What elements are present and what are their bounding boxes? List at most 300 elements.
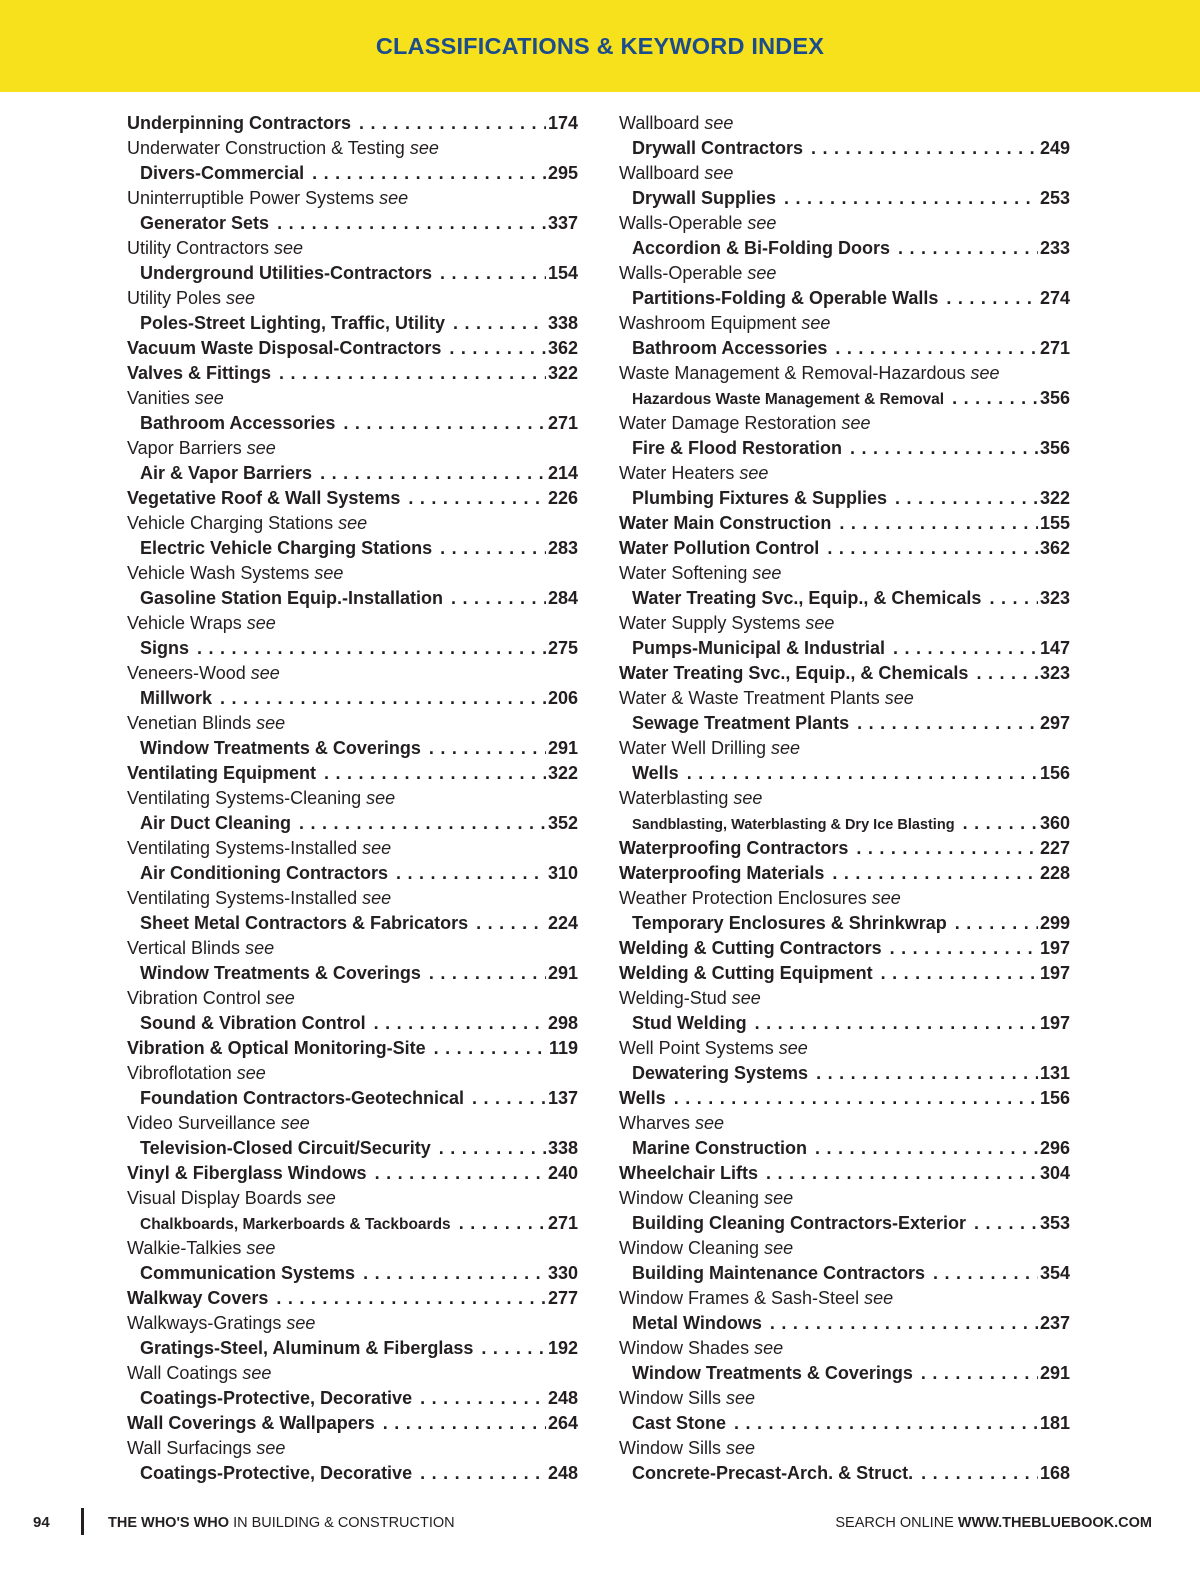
classification-entry-indented <box>619 1136 1070 1161</box>
reference-term: Vehicle Wash Systems <box>127 563 310 583</box>
classification-name[interactable]: Underpinning Contractors <box>127 113 351 133</box>
dot-leader <box>848 836 1038 861</box>
see-keyword: see <box>704 163 734 183</box>
classification-name[interactable]: Air Conditioning Contractors <box>140 863 388 883</box>
classification-entry-indented <box>619 436 1070 461</box>
see-keyword: see <box>256 713 286 733</box>
dot-leader <box>304 161 546 186</box>
see-keyword: see <box>726 1388 756 1408</box>
classification-name[interactable]: Communication Systems <box>140 1263 356 1283</box>
see-keyword: see <box>379 188 409 208</box>
dot-leader <box>938 286 1038 311</box>
page-reference: 323 <box>1039 588 1070 608</box>
classification-name[interactable]: Window Treatments & Coverings <box>140 963 421 983</box>
see-keyword: see <box>194 388 224 408</box>
dot-leader <box>827 336 1038 361</box>
classification-entry-indented <box>127 1336 578 1361</box>
classification-name[interactable]: Stud Welding <box>632 1013 747 1033</box>
page-reference: 338 <box>547 1138 578 1158</box>
see-reference-row <box>127 136 578 161</box>
see-keyword: see <box>226 288 256 308</box>
page-reference: 253 <box>1039 188 1070 208</box>
classification-entry-indented <box>127 686 578 711</box>
classification-name[interactable]: Partitions-Folding & Operable Walls <box>632 288 939 308</box>
page-reference: 271 <box>1039 338 1070 358</box>
see-keyword: see <box>771 738 801 758</box>
dot-leader <box>873 961 1038 986</box>
classification-entry-indented <box>127 736 578 761</box>
dot-leader <box>351 111 546 136</box>
classification-name[interactable]: Valves & Fittings <box>127 363 272 383</box>
classification-name[interactable]: Millwork <box>140 688 213 708</box>
reference-term: Vibroflotation <box>127 1063 232 1083</box>
dot-leader <box>421 961 546 986</box>
dot-leader <box>400 486 546 511</box>
dot-leader <box>944 386 1038 411</box>
page-reference: 240 <box>547 1163 578 1183</box>
classification-name[interactable]: Wall Coverings & Wallpapers <box>127 1413 375 1433</box>
classification-name[interactable]: Sound & Vibration Control <box>140 1013 366 1033</box>
classification-name[interactable]: Chalkboards, Markerboards & Tackboards <box>140 1216 451 1233</box>
classification-entry <box>127 1161 578 1186</box>
classification-entry-indented <box>619 136 1070 161</box>
reference-term: Water Heaters <box>619 463 735 483</box>
classification-name[interactable]: Sewage Treatment Plants <box>632 713 850 733</box>
classification-entry-indented <box>127 311 578 336</box>
classification-name[interactable]: Television-Closed Circuit/Security <box>140 1138 431 1158</box>
dot-leader <box>431 1136 546 1161</box>
see-reference-row <box>127 386 578 411</box>
page-reference: 206 <box>547 688 578 708</box>
reference-term: Vapor Barriers <box>127 438 242 458</box>
page-reference: 291 <box>547 738 578 758</box>
classification-entry-indented <box>619 1461 1070 1486</box>
reference-term: Water Softening <box>619 563 748 583</box>
see-keyword: see <box>246 1238 276 1258</box>
dot-leader <box>312 461 546 486</box>
classification-entry <box>127 761 578 786</box>
dot-leader <box>966 1211 1038 1236</box>
see-keyword: see <box>236 1063 266 1083</box>
dot-leader <box>451 1211 546 1236</box>
classification-name[interactable]: Plumbing Fixtures & Supplies <box>632 488 888 508</box>
classification-name[interactable]: Fire & Flood Restoration <box>632 438 843 458</box>
classification-name[interactable]: Building Maintenance Contractors <box>632 1263 926 1283</box>
classification-name[interactable]: Signs <box>140 638 190 658</box>
page-reference: 323 <box>1039 663 1070 683</box>
see-keyword: see <box>747 213 777 233</box>
reference-term: Wall Surfacings <box>127 1438 252 1458</box>
classification-name[interactable]: Underground Utilities-Contractors <box>140 263 433 283</box>
classification-entry-indented <box>619 1011 1070 1036</box>
classification-name[interactable]: Bathroom Accessories <box>140 413 336 433</box>
page-reference: 322 <box>547 363 578 383</box>
reference-term: Video Surveillance <box>127 1113 276 1133</box>
see-keyword: see <box>314 563 344 583</box>
publication-name-rest: IN BUILDING & CONSTRUCTION <box>233 1515 455 1531</box>
page-reference: 197 <box>1039 938 1070 958</box>
see-reference-row <box>619 611 1070 636</box>
classification-name[interactable]: Water Treating Svc., Equip., & Chemicals <box>619 663 969 683</box>
classification-name[interactable]: Drywall Contractors <box>632 138 804 158</box>
classification-entry-indented <box>619 386 1070 411</box>
classification-name[interactable]: Generator Sets <box>140 213 270 233</box>
page-reference: 338 <box>547 313 578 333</box>
page-footer <box>0 1508 1200 1538</box>
page-reference: 137 <box>547 1088 578 1108</box>
see-keyword: see <box>747 263 777 283</box>
page-reference: 224 <box>547 913 578 933</box>
dot-leader <box>212 686 546 711</box>
see-keyword: see <box>306 1188 336 1208</box>
page-reference: 362 <box>1039 538 1070 558</box>
classification-name[interactable]: Foundation Contractors-Geotechnical <box>140 1088 465 1108</box>
classification-entry-indented <box>127 1461 578 1486</box>
dot-leader <box>366 1011 546 1036</box>
classification-name[interactable]: Air Duct Cleaning <box>140 813 292 833</box>
see-keyword: see <box>752 563 782 583</box>
classification-name[interactable]: Vinyl & Fiberglass Windows <box>127 1163 367 1183</box>
classification-name[interactable]: Divers-Commercial <box>140 163 305 183</box>
page-reference: 295 <box>547 163 578 183</box>
reference-term: Vehicle Wraps <box>127 613 242 633</box>
see-reference-row <box>619 1286 1070 1311</box>
reference-term: Vibration Control <box>127 988 261 1008</box>
classification-entry-indented <box>127 911 578 936</box>
see-reference-row <box>619 311 1070 336</box>
classification-name[interactable]: Water Treating Svc., Equip., & Chemicals <box>632 588 982 608</box>
see-keyword: see <box>695 1113 725 1133</box>
classification-name[interactable]: Cast Stone <box>632 1413 727 1433</box>
classification-name[interactable]: Coatings-Protective, Decorative <box>140 1388 413 1408</box>
see-keyword: see <box>805 613 835 633</box>
page-reference: 362 <box>547 338 578 358</box>
classification-name[interactable]: Building Cleaning Contractors-Exterior <box>632 1213 967 1233</box>
classification-entry-indented <box>127 586 578 611</box>
classification-name[interactable]: Wells <box>619 1088 666 1108</box>
classification-entry-indented <box>127 1011 578 1036</box>
classification-name[interactable]: Ventilating Equipment <box>127 763 317 783</box>
page-reference: 168 <box>1039 1463 1070 1483</box>
reference-term: Water Supply Systems <box>619 613 801 633</box>
classification-name[interactable]: Wells <box>632 763 679 783</box>
classification-name[interactable]: Wheelchair Lifts <box>619 1163 759 1183</box>
dot-leader <box>913 1361 1038 1386</box>
page-reference: 356 <box>1039 438 1070 458</box>
reference-term: Uninterruptible Power Systems <box>127 188 375 208</box>
see-reference-row <box>619 411 1070 436</box>
classification-name[interactable]: Air & Vapor Barriers <box>140 463 313 483</box>
see-keyword: see <box>256 1438 286 1458</box>
classification-name[interactable]: Gratings-Steel, Aluminum & Fiberglass <box>140 1338 474 1358</box>
classification-entry <box>127 111 578 136</box>
page-reference: 298 <box>547 1013 578 1033</box>
classification-name[interactable]: Window Treatments & Coverings <box>632 1363 913 1383</box>
classification-name[interactable]: Temporary Enclosures & Shrinkwrap <box>632 913 947 933</box>
dot-leader <box>887 486 1038 511</box>
dot-leader <box>412 1386 546 1411</box>
page-reference: 353 <box>1039 1213 1070 1233</box>
classification-name[interactable]: Water Main Construction <box>619 513 832 533</box>
classification-entry-indented <box>619 636 1070 661</box>
classification-entry <box>619 861 1070 886</box>
reference-term: Wall Coatings <box>127 1363 238 1383</box>
see-reference-row <box>127 836 578 861</box>
reference-term: Window Sills <box>619 1388 722 1408</box>
page-reference: 322 <box>1039 488 1070 508</box>
classification-name[interactable]: Metal Windows <box>632 1313 762 1333</box>
reference-term: Washroom Equipment <box>619 313 797 333</box>
dot-leader <box>726 1411 1038 1436</box>
page-reference: 156 <box>1039 763 1070 783</box>
dot-leader <box>421 736 546 761</box>
classification-entry-indented <box>127 811 578 836</box>
page-title: CLASSIFICATIONS & KEYWORD INDEX <box>375 33 825 59</box>
classification-entry <box>127 1036 578 1061</box>
page-reference: 197 <box>1039 963 1070 983</box>
classification-name[interactable]: Vacuum Waste Disposal-Contractors <box>127 338 442 358</box>
page-reference: 271 <box>547 413 578 433</box>
see-reference-row <box>619 211 1070 236</box>
page-reference: 296 <box>1039 1138 1070 1158</box>
classification-name[interactable]: Sheet Metal Contractors & Fabricators <box>140 913 469 933</box>
classification-entry-indented <box>619 486 1070 511</box>
classification-name[interactable]: Welding & Cutting Equipment <box>619 963 873 983</box>
dot-leader <box>968 661 1038 686</box>
reference-term: Window Cleaning <box>619 1188 760 1208</box>
classification-entry-indented <box>619 236 1070 261</box>
classification-name[interactable]: Poles-Street Lighting, Traffic, Utility <box>140 313 446 333</box>
page-reference: 155 <box>1039 513 1070 533</box>
see-keyword: see <box>242 1363 272 1383</box>
page-reference: 226 <box>547 488 578 508</box>
dot-leader <box>367 1161 546 1186</box>
dot-leader <box>831 511 1038 536</box>
dot-leader <box>271 361 546 386</box>
reference-term: Veneers-Wood <box>127 663 246 683</box>
classification-name[interactable]: Sandblasting, Waterblasting & Dry Ice Blasting <box>632 817 955 833</box>
classification-entry-indented <box>619 336 1070 361</box>
classification-entry-indented <box>127 1261 578 1286</box>
publication-name-bold: THE WHO'S WHO <box>108 1515 230 1531</box>
reference-term: Waterblasting <box>619 788 729 808</box>
classification-name[interactable]: Accordion & Bi-Folding Doors <box>632 238 890 258</box>
page-reference: 277 <box>547 1288 578 1308</box>
reference-term: Vanities <box>127 388 190 408</box>
classification-entry <box>619 836 1070 861</box>
classification-name[interactable]: Water Pollution Control <box>619 538 820 558</box>
see-reference-row <box>619 561 1070 586</box>
page-reference: 119 <box>548 1038 578 1058</box>
page-reference: 249 <box>1039 138 1070 158</box>
classification-entry <box>127 1411 578 1436</box>
classification-entry <box>127 486 578 511</box>
page-reference: 228 <box>1039 863 1070 883</box>
page-reference: 337 <box>547 213 578 233</box>
see-reference-row <box>127 1361 578 1386</box>
classification-name[interactable]: Coatings-Protective, Decorative <box>140 1463 413 1483</box>
classification-name[interactable]: Walkway Covers <box>127 1288 269 1308</box>
see-reference-row <box>127 936 578 961</box>
classification-name[interactable]: Concrete-Precast-Arch. & Struct. <box>632 1463 914 1483</box>
page-reference: 192 <box>547 1338 578 1358</box>
page-reference: 304 <box>1039 1163 1070 1183</box>
see-reference-row <box>619 736 1070 761</box>
classification-entry-indented <box>619 761 1070 786</box>
classification-name[interactable]: Gasoline Station Equip.-Installation <box>140 588 444 608</box>
see-keyword: see <box>286 1313 316 1333</box>
page-reference: 181 <box>1039 1413 1070 1433</box>
classification-entry-indented <box>127 1386 578 1411</box>
see-reference-row <box>619 1111 1070 1136</box>
see-keyword: see <box>778 1038 808 1058</box>
reference-term: Venetian Blinds <box>127 713 252 733</box>
classification-name[interactable]: Electric Vehicle Charging Stations <box>140 538 433 558</box>
classification-entry <box>619 511 1070 536</box>
classification-name[interactable]: Vibration & Optical Monitoring-Site <box>127 1038 426 1058</box>
see-reference-row <box>127 886 578 911</box>
see-reference-row <box>127 1061 578 1086</box>
dot-leader <box>925 1261 1038 1286</box>
dot-leader <box>807 1136 1038 1161</box>
reference-term: Well Point Systems <box>619 1038 774 1058</box>
classification-name[interactable]: Drywall Supplies <box>632 188 777 208</box>
dot-leader <box>189 636 546 661</box>
see-reference-row <box>127 1186 578 1211</box>
dot-leader <box>269 211 546 236</box>
page-reference: 283 <box>547 538 578 558</box>
classification-entry <box>127 361 578 386</box>
classification-entry <box>127 336 578 361</box>
see-reference-row <box>127 1111 578 1136</box>
dot-leader <box>981 586 1038 611</box>
classification-name[interactable]: Dewatering Systems <box>632 1063 809 1083</box>
see-keyword: see <box>764 1188 794 1208</box>
dot-leader <box>849 711 1038 736</box>
dot-leader <box>443 586 546 611</box>
dot-leader <box>819 536 1038 561</box>
dot-leader <box>445 311 546 336</box>
see-keyword: see <box>246 438 276 458</box>
reference-term: Ventilating Systems-Installed <box>127 838 358 858</box>
classification-name[interactable]: Vegetative Roof & Wall Systems <box>127 488 401 508</box>
reference-term: Walkways-Gratings <box>127 1313 282 1333</box>
classification-entry-indented <box>127 161 578 186</box>
dot-leader <box>291 811 546 836</box>
classification-entry <box>619 661 1070 686</box>
classification-name[interactable]: Pumps-Municipal & Industrial <box>632 638 886 658</box>
see-keyword: see <box>739 463 769 483</box>
dot-leader <box>473 1336 546 1361</box>
see-reference-row <box>619 1236 1070 1261</box>
see-reference-row <box>127 711 578 736</box>
see-keyword: see <box>704 113 734 133</box>
dot-leader <box>388 861 546 886</box>
see-reference-row <box>619 1186 1070 1211</box>
reference-term: Wallboard <box>619 113 700 133</box>
page-reference: 299 <box>1039 913 1070 933</box>
page-reference: 248 <box>547 1388 578 1408</box>
page-reference: 297 <box>1039 713 1070 733</box>
page-reference: 275 <box>547 638 578 658</box>
see-reference-row <box>619 111 1070 136</box>
see-reference-row <box>619 1436 1070 1461</box>
see-reference-row <box>619 686 1070 711</box>
reference-term: Window Sills <box>619 1438 722 1458</box>
classification-name[interactable]: Welding & Cutting Contractors <box>619 938 882 958</box>
header-banner <box>0 0 1200 92</box>
page-reference: 360 <box>1039 813 1070 833</box>
dot-leader <box>268 1286 546 1311</box>
see-reference-row <box>619 886 1070 911</box>
classification-name[interactable]: Bathroom Accessories <box>632 338 828 358</box>
reference-term: Walls-Operable <box>619 263 743 283</box>
publication-name <box>108 1515 455 1531</box>
see-reference-row <box>127 561 578 586</box>
classification-name[interactable]: Waterproofing Materials <box>619 863 825 883</box>
classification-entry-indented <box>127 961 578 986</box>
dot-leader <box>747 1011 1038 1036</box>
page-reference: 214 <box>547 463 578 483</box>
page-reference: 271 <box>547 1213 578 1233</box>
see-keyword: see <box>338 513 368 533</box>
dot-leader <box>913 1461 1038 1486</box>
see-reference-row <box>619 161 1070 186</box>
dot-leader <box>890 236 1038 261</box>
page-reference: 322 <box>547 763 578 783</box>
classification-entry-indented <box>127 1136 578 1161</box>
dot-leader <box>776 186 1038 211</box>
see-keyword: see <box>871 888 901 908</box>
classification-entry-indented <box>619 1311 1070 1336</box>
dot-leader <box>426 1036 546 1061</box>
dot-leader <box>762 1311 1038 1336</box>
reference-term: Water Well Drilling <box>619 738 767 758</box>
dot-leader <box>803 136 1038 161</box>
page-reference: 352 <box>547 813 578 833</box>
dot-leader <box>355 1261 546 1286</box>
classification-entry-indented <box>127 211 578 236</box>
footer-divider <box>81 1508 84 1535</box>
classification-entry-indented <box>619 1211 1070 1236</box>
dot-leader <box>316 761 546 786</box>
classification-entry-indented <box>619 286 1070 311</box>
reference-term: Utility Contractors <box>127 238 270 258</box>
see-reference-row <box>619 786 1070 811</box>
see-keyword: see <box>754 1338 784 1358</box>
website-link[interactable]: WWW.THEBLUEBOOK.COM <box>957 1515 1152 1531</box>
see-keyword: see <box>245 938 275 958</box>
page-reference: 356 <box>1039 388 1070 408</box>
classification-name[interactable]: Window Treatments & Coverings <box>140 738 421 758</box>
see-keyword: see <box>362 838 392 858</box>
page-reference: 156 <box>1039 1088 1070 1108</box>
classification-name[interactable]: Hazardous Waste Management & Removal <box>632 391 945 408</box>
see-keyword: see <box>362 888 392 908</box>
classification-name[interactable]: Waterproofing Contractors <box>619 838 849 858</box>
see-reference-row <box>619 361 1070 386</box>
see-keyword: see <box>726 1438 756 1458</box>
page-reference: 197 <box>1039 1013 1070 1033</box>
see-keyword: see <box>731 988 761 1008</box>
page-reference: 291 <box>1039 1363 1070 1383</box>
dot-leader <box>441 336 546 361</box>
dot-leader <box>468 911 546 936</box>
reference-term: Welding-Stud <box>619 988 727 1008</box>
see-reference-row <box>127 661 578 686</box>
classification-name[interactable]: Marine Construction <box>632 1138 808 1158</box>
classification-entry-indented <box>127 1086 578 1111</box>
